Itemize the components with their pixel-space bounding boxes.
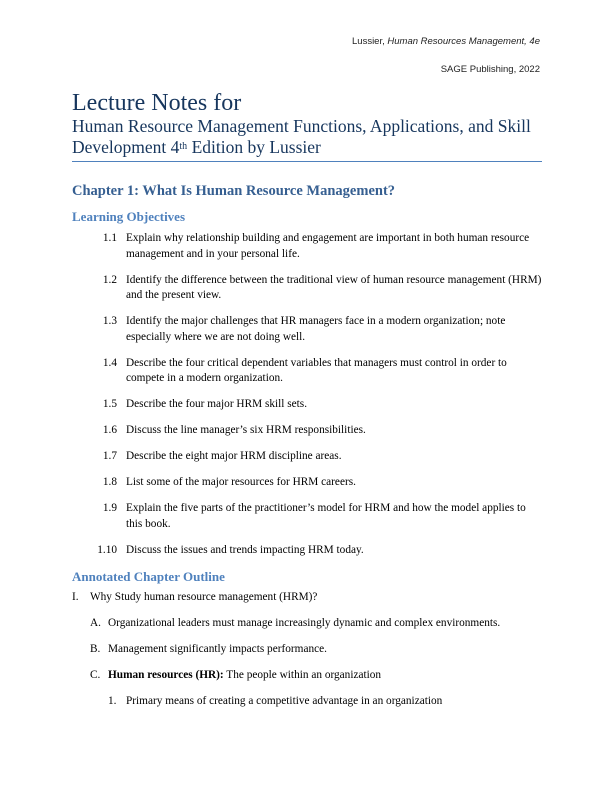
title-sub-line2-a: Development 4 bbox=[72, 137, 180, 157]
outline-marker: I. bbox=[72, 591, 79, 603]
objective-text: Discuss the issues and trends impacting HRM today. bbox=[126, 543, 364, 556]
title-sub-line2 bbox=[72, 137, 542, 158]
outline-marker: C. bbox=[90, 669, 101, 681]
document-title bbox=[72, 90, 542, 162]
objective-item bbox=[72, 231, 542, 262]
outline-item-B bbox=[72, 642, 542, 658]
objective-item bbox=[72, 501, 542, 532]
outline-marker: B. bbox=[90, 643, 101, 655]
objective-text: Discuss the line manager’s six HRM responsibilities. bbox=[126, 424, 366, 436]
objective-item bbox=[72, 397, 542, 413]
learning-objectives-heading: Learning Objectives bbox=[72, 209, 186, 224]
outline-item-C bbox=[72, 668, 542, 684]
annotated-outline-heading: Annotated Chapter Outline bbox=[72, 569, 225, 584]
outline-text: Primary means of creating a competitive advantage in an organization bbox=[126, 695, 443, 707]
learning-objectives-list bbox=[72, 231, 542, 569]
objective-item bbox=[72, 543, 542, 559]
objective-number: 1.8 bbox=[102, 476, 117, 488]
objective-item bbox=[72, 273, 542, 304]
title-sub-line2-b: Edition by Lussier bbox=[187, 137, 321, 157]
objective-number: 1.7 bbox=[102, 450, 117, 462]
outline-item-I bbox=[72, 590, 542, 606]
objective-number: 1.6 bbox=[102, 424, 117, 436]
outline-term: Human resources (HR): bbox=[108, 669, 224, 681]
objective-item bbox=[72, 449, 542, 465]
objective-number: 1.5 bbox=[102, 398, 117, 410]
outline-text: The people within an organization bbox=[223, 669, 382, 681]
objective-item bbox=[72, 314, 542, 345]
objective-number: 1.3 bbox=[102, 315, 117, 327]
annotated-outline bbox=[72, 590, 542, 720]
outline-text: Management significantly impacts performance. bbox=[108, 643, 327, 655]
objective-number: 1.2 bbox=[102, 273, 117, 286]
objective-number: 1.10 bbox=[97, 543, 117, 556]
objective-text: Describe the four major HRM skill sets. bbox=[126, 398, 308, 410]
objective-text: Describe the eight major HRM discipline areas. bbox=[126, 450, 342, 462]
outline-text: Organizational leaders must manage increasingly dynamic and complex environments. bbox=[108, 617, 501, 629]
objective-text: Identify the major challenges that HR managers face in a modern organization; note especially where we are not doing well. bbox=[126, 315, 506, 343]
objective-text: Describe the four critical dependent variables that managers must control in order to compete in a modern organization. bbox=[126, 356, 507, 384]
chapter-heading: Chapter 1: What Is Human Resource Management? bbox=[72, 183, 396, 199]
objective-text: Explain why relationship building and engagement are important in both human resource management and in your personal life. bbox=[126, 232, 530, 260]
header-book-title: Human Resources Management, 4e bbox=[387, 36, 540, 47]
objective-item bbox=[72, 356, 542, 387]
objective-number: 1.9 bbox=[102, 502, 117, 514]
outline-marker: A. bbox=[90, 617, 101, 629]
objective-number: 1.4 bbox=[102, 356, 117, 369]
running-header-publisher: SAGE Publishing, 2022 bbox=[440, 64, 540, 75]
objective-item bbox=[72, 475, 542, 491]
objective-text: Identify the difference between the traditional view of human resource management (HRM) and the present view. bbox=[126, 273, 542, 301]
objective-item bbox=[72, 423, 542, 439]
outline-text: Why Study human resource management (HRM)? bbox=[90, 591, 318, 603]
title-sub-line1: Human Resource Management Functions, Applications, and Skill bbox=[72, 116, 531, 136]
objective-text: Explain the five parts of the practitioner’s model for HRM and how the model applies to this book. bbox=[126, 502, 526, 530]
objective-number: 1.1 bbox=[102, 232, 117, 244]
title-superscript: th bbox=[179, 141, 188, 152]
objective-text: List some of the major resources for HRM careers. bbox=[126, 476, 356, 488]
title-main: Lecture Notes for bbox=[72, 90, 242, 116]
outline-item-1 bbox=[72, 694, 542, 710]
outline-marker: 1. bbox=[108, 695, 117, 707]
outline-item-A bbox=[72, 616, 542, 632]
header-author: Lussier, bbox=[352, 36, 388, 47]
running-header-author bbox=[352, 36, 540, 47]
